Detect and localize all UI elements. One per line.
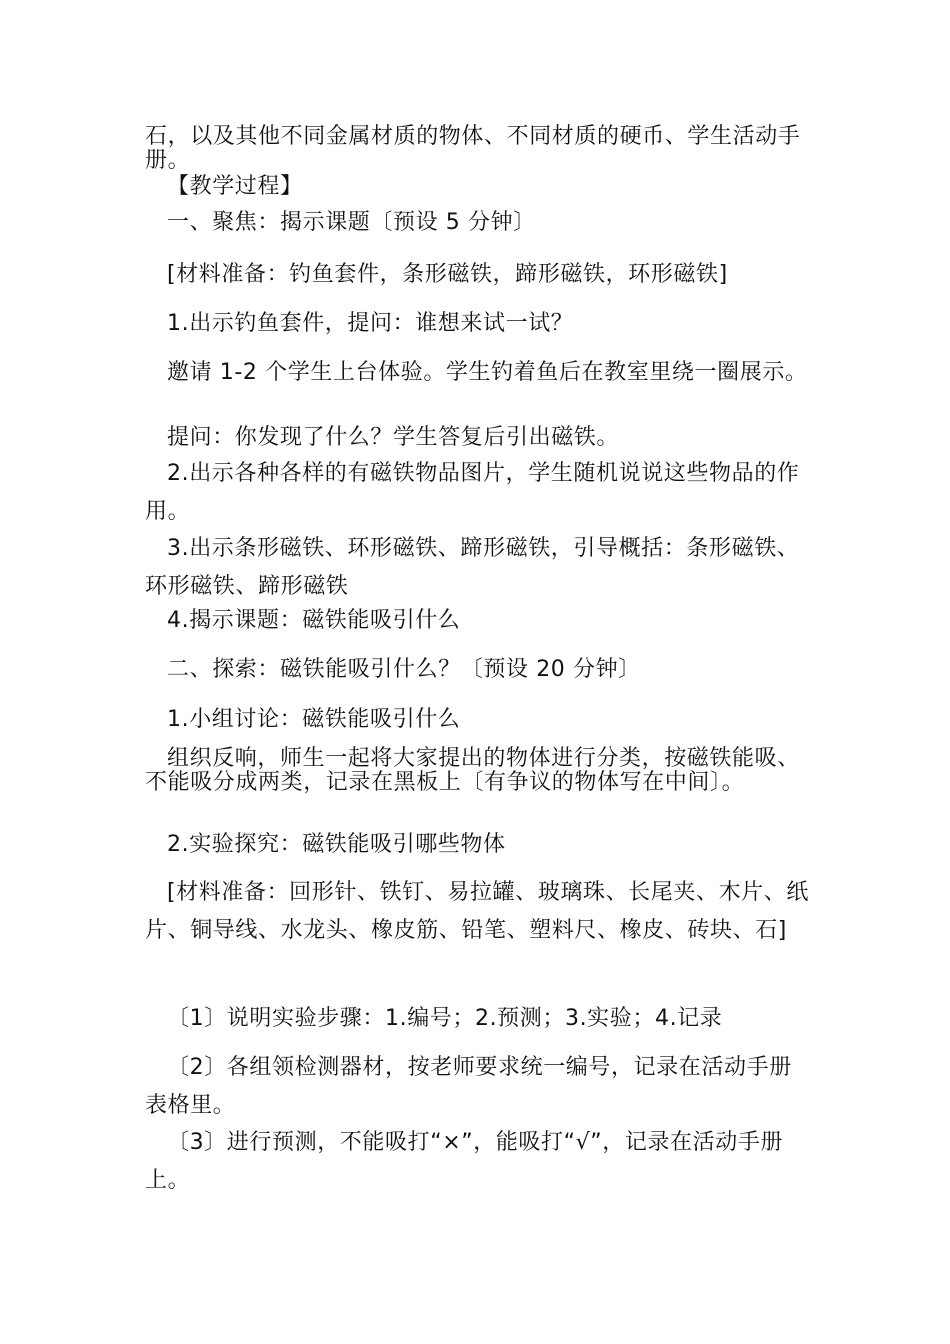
- step-heading-explore: 二、探索：磁铁能吸引什么？〔预设 20 分钟〕: [167, 657, 641, 682]
- paragraph-invite: 邀请 1-2 个学生上台体验。学生钓着鱼后在教室里绕一圈展示。: [167, 360, 808, 385]
- paragraph-materials-continued: 石，以及其他不同金属材质的物体、不同材质的硬币、学生活动手册。: [145, 124, 801, 173]
- paragraph-procedure-3: 〔3〕进行预测，不能吸打“×”，能吸打“√”，记录在活动手册上。: [145, 1130, 784, 1193]
- materials-note-2: [材料准备：回形针、铁钉、易拉罐、玻璃珠、长尾夹、木片、纸片、铜导线、水龙头、橡皮筋、铅笔、塑料尺、橡皮、砖块、石]: [145, 880, 809, 943]
- materials-note-1: [材料准备：钓鱼套件，条形磁铁，蹄形磁铁，环形磁铁]: [167, 262, 728, 287]
- section-heading-teaching-process: 【教学过程】: [167, 174, 303, 199]
- paragraph-feedback: 组织反响，师生一起将大家提出的物体进行分类，按磁铁能吸、不能吸分成两类，记录在黑板上〔有争议的物体写在中间〕。: [145, 746, 800, 795]
- paragraph-step-4: 4.揭示课题：磁铁能吸引什么: [167, 608, 461, 633]
- paragraph-procedure-2: 〔2〕各组领检测器材，按老师要求统一编号，记录在活动手册表格里。: [145, 1055, 792, 1118]
- paragraph-group-discussion: 1.小组讨论：磁铁能吸引什么: [167, 707, 461, 732]
- paragraph-step-3: 3.出示条形磁铁、环形磁铁、蹄形磁铁，引导概括：条形磁铁、环形磁铁、蹄形磁铁: [145, 536, 800, 599]
- step-heading-focus: 一、聚焦：揭示课题〔预设 5 分钟〕: [167, 210, 536, 235]
- paragraph-procedure-1: 〔1〕说明实验步骤：1.编号；2.预测；3.实验；4.记录: [167, 1006, 723, 1031]
- paragraph-question: 提问：你发现了什么？学生答复后引出磁铁。: [167, 425, 620, 450]
- paragraph-step-1: 1.出示钓鱼套件，提问：谁想来试一试？: [167, 311, 574, 336]
- paragraph-experiment: 2.实验探究：磁铁能吸引哪些物体: [167, 832, 506, 857]
- paragraph-step-2: 2.出示各种各样的有磁铁物品图片，学生随机说说这些物品的作用。: [145, 461, 800, 524]
